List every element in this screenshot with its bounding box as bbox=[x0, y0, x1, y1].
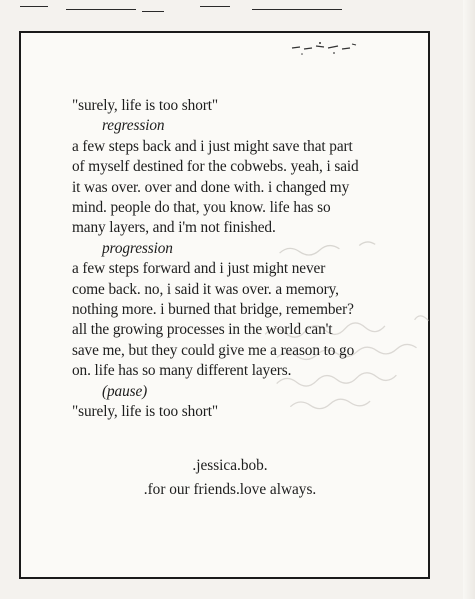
page-edge-shadow bbox=[463, 0, 475, 599]
scan-mark bbox=[66, 9, 136, 10]
poem-line: mind. people do that, you know. life has so bbox=[72, 199, 331, 217]
signature-author: .jessica.bob. bbox=[192, 457, 268, 474]
scan-mark bbox=[20, 6, 48, 7]
ink-smudge bbox=[290, 39, 360, 57]
poem-line: come back. no, i said it was over. a memory, bbox=[72, 280, 339, 298]
pause-text: (pause) bbox=[102, 382, 148, 400]
poem-line: nothing more. i burned that bridge, remember? bbox=[72, 301, 354, 319]
section-heading-regression: regression bbox=[102, 117, 165, 135]
poem bbox=[72, 96, 412, 423]
pause-cue bbox=[72, 382, 412, 402]
scan-mark bbox=[200, 6, 230, 7]
poem-line: of myself destined for the cobwebs. yeah, i said bbox=[72, 158, 359, 176]
poem-line: all the growing processes in the world can't bbox=[72, 321, 333, 339]
poem-line: many layers, and i'm not finished. bbox=[72, 219, 276, 237]
poem-line: save me, but they could give me a reason to go bbox=[72, 341, 355, 359]
poem-line: it was over. over and done with. i changed my bbox=[72, 178, 350, 196]
signature-dedication: .for our friends.love always. bbox=[143, 481, 317, 498]
opening-quote: "surely, life is too short" bbox=[72, 97, 219, 114]
scan-mark bbox=[252, 9, 342, 10]
poem-line: a few steps forward and i just might never bbox=[72, 260, 326, 278]
closing-quote: "surely, life is too short" bbox=[72, 403, 219, 421]
scan-mark bbox=[142, 11, 164, 12]
poem-line: a few steps back and i just might save that part bbox=[72, 137, 353, 155]
poem-line: on. life has so many different layers. bbox=[72, 362, 292, 380]
section-heading-progression: progression bbox=[102, 239, 173, 257]
